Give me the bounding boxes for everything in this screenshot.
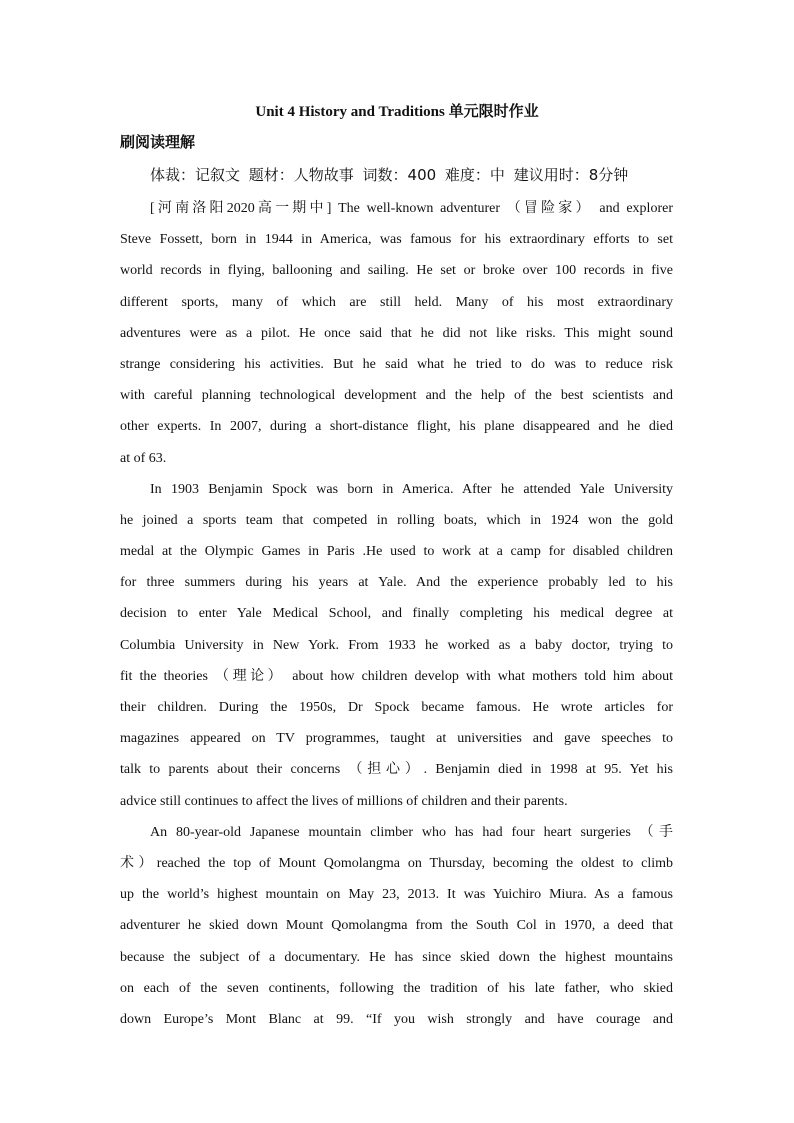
passage-line: different sports, many of which are still held. Many of his most extraordinary [120, 294, 673, 310]
passage-line: In 1903 Benjamin Spock was born in America. After he attended Yale University [150, 481, 673, 497]
passage-line: at of 63. [120, 450, 167, 466]
section-heading: 刷阅读理解 [120, 135, 196, 151]
passage-line: he joined a sports team that competed in rolling boats, which in 1924 won the gold [120, 512, 673, 528]
passage-line: An 80-year-old Japanese mountain climber who has had four heart surgeries （手 [150, 824, 673, 840]
passage-line: 术）reached the top of Mount Qomolangma on Thursday, becoming the oldest to climb [120, 855, 673, 871]
passage-line: talk to parents about their concerns （担心）. Benjamin died in 1998 at 95. Yet his [120, 762, 673, 778]
passage-line: world records in flying, ballooning and sailing. He set or broke over 100 records in five [120, 263, 673, 279]
passage-line: strange considering his activities. But he said what he tried to do was to reduce risk [120, 356, 673, 372]
passage-line: medal at the Olympic Games in Paris .He used to work at a camp for disabled children [120, 544, 673, 560]
passage-line: decision to enter Yale Medical School, and finally completing his medical degree at [120, 606, 673, 622]
meta-info-line: 体裁：记叙文 题材：人物故事 词数：400 难度：中 建议用时：8分钟 [150, 166, 629, 184]
passage-line: adventures were as a pilot. He once said that he did not like risks. This might sound [120, 325, 673, 341]
passage-line: advice still continues to affect the lives of millions of children and their parents. [120, 793, 568, 809]
passage-line: their children. During the 1950s, Dr Spock became famous. He wrote articles for [120, 700, 673, 715]
passage-line: because the subject of a documentary. He has since skied down the highest mountains [120, 949, 673, 965]
passage-line: fit the theories （理论） about how children develop with what mothers told him about [120, 668, 673, 684]
passage-line: Steve Fossett, born in 1944 in America, was famous for his extraordinary efforts to set [120, 232, 673, 248]
reading-passage [120, 193, 673, 1035]
passage-line: other experts. In 2007, during a short-distance flight, his plane disappeared and he died [120, 419, 673, 435]
passage-line: up the world’s highest mountain on May 23, 2013. It was Yuichiro Miura. As a famous [120, 887, 673, 903]
page-title: Unit 4 History and Traditions 单元限时作业 [255, 104, 539, 120]
passage-line: adventurer he skied down Mount Qomolangma from the South Col in 1970, a deed that [120, 918, 673, 934]
passage-line: with careful planning technological development and the help of the best scientists and [120, 388, 673, 404]
passage-line: for three summers during his years at Yale. And the experience probably led to his [120, 575, 673, 591]
passage-line: Columbia University in New York. From 1933 he worked as a baby doctor, trying to [120, 637, 673, 653]
passage-line: magazines appeared on TV programmes, taught at universities and gave speeches to [120, 731, 673, 747]
passage-line: down Europe’s Mont Blanc at 99. “If you wish strongly and have courage and [120, 1011, 673, 1027]
passage-line: [河南洛阳2020高一期中] The well-known adventurer （冒险家） and explorer [150, 201, 673, 216]
passage-line: on each of the seven continents, following the tradition of his late father, who skied [120, 980, 673, 996]
